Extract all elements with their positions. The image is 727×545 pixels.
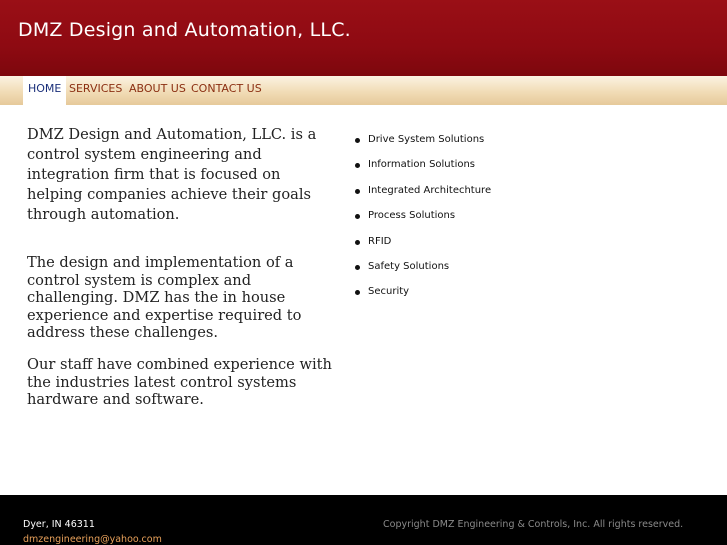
nav-services[interactable]: SERVICES [69,82,123,95]
nav-home[interactable]: HOME [23,76,66,105]
bullet-icon [355,240,360,245]
footer-copyright: Copyright DMZ Engineering & Controls, Inc. All rights reserved. [383,519,684,530]
main-nav [0,76,727,105]
bullet-icon [355,214,360,219]
design-paragraph: The design and implementation of a control system is complex and challenging. DMZ has the in house experience and expertise required to address these challenges. [27,254,302,341]
service-label: Integrated Architechture [368,184,492,196]
service-item[interactable] [352,284,491,309]
bullet-icon [355,163,360,168]
service-item[interactable] [352,234,491,259]
service-item[interactable] [352,157,491,182]
site-footer [0,495,727,545]
nav-contact-us[interactable]: CONTACT US [191,82,262,95]
site-title: DMZ Design and Automation, LLC. [18,19,351,41]
service-label: Drive System Solutions [368,134,485,145]
service-item[interactable] [352,208,491,233]
service-label: RFID [368,235,392,247]
service-label: Information Solutions [368,159,476,171]
service-item[interactable] [352,132,491,157]
staff-paragraph: Our staff have combined experience with the industries latest control systems hardware and software. [27,356,332,408]
intro-paragraph: DMZ Design and Automation, LLC. is a control system engineering and integration firm that is focused on helping companies achieve their goals through automation. [27,126,317,223]
bullet-icon [355,265,360,270]
service-label: Safety Solutions [368,260,450,272]
service-label: Process Solutions [368,210,456,222]
site-header [0,0,727,76]
service-item[interactable] [352,183,491,208]
nav-about-us[interactable]: ABOUT US [129,82,186,95]
bullet-icon [355,189,360,194]
service-item[interactable] [352,259,491,284]
footer-email-link[interactable]: dmzengineering@yahoo.com [23,534,162,545]
bullet-icon [355,290,360,295]
services-list [352,132,491,310]
bullet-icon [355,138,360,143]
service-label: Security [368,286,410,298]
footer-address: Dyer, IN 46311 [23,519,95,530]
